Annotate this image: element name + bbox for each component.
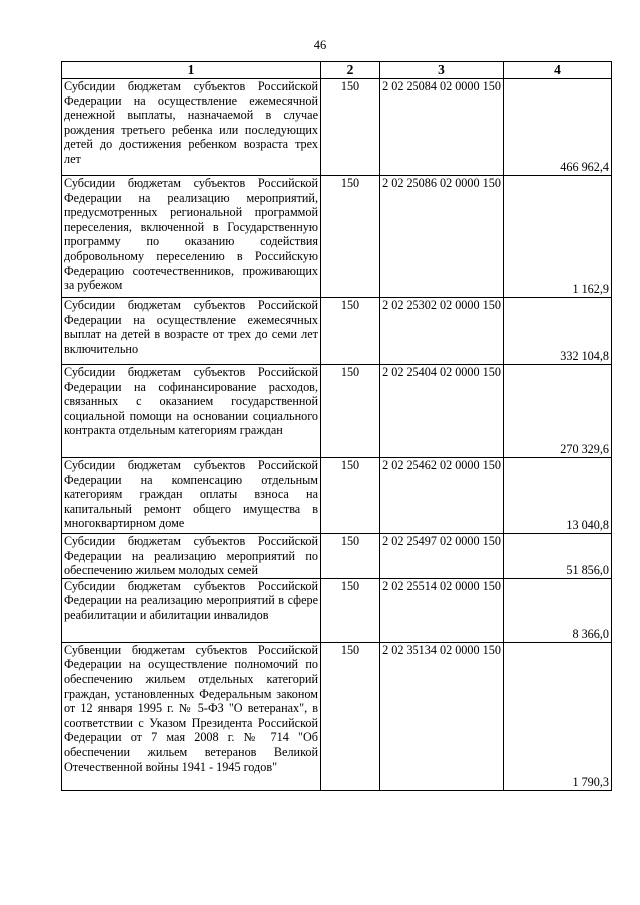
table-row bbox=[62, 365, 612, 458]
row-kbk: 2 02 25462 02 0000 150 bbox=[380, 458, 504, 534]
row-code: 150 bbox=[321, 365, 380, 458]
row-kbk: 2 02 25302 02 0000 150 bbox=[380, 298, 504, 365]
row-amount: 1 162,9 bbox=[504, 176, 612, 298]
row-kbk: 2 02 25514 02 0000 150 bbox=[380, 578, 504, 642]
table-row bbox=[62, 298, 612, 365]
row-name: Субсидии бюджетам субъектов Российской Федерации на софинансирование расходов, связанных с оказанием государственной социальной помощи на основании социального контракта отдельным категориям граждан bbox=[62, 365, 321, 458]
table-row bbox=[62, 534, 612, 579]
row-code: 150 bbox=[321, 298, 380, 365]
table-header-row bbox=[62, 62, 612, 79]
budget-revenue-table bbox=[61, 61, 612, 791]
row-code: 150 bbox=[321, 642, 380, 790]
column-header-4: 4 bbox=[504, 62, 612, 79]
table-row bbox=[62, 578, 612, 642]
table-row bbox=[62, 176, 612, 298]
row-amount: 51 856,0 bbox=[504, 534, 612, 579]
column-header-2: 2 bbox=[321, 62, 380, 79]
row-name: Субсидии бюджетам субъектов Российской Федерации на реализацию мероприятий по обеспечению жильем молодых семей bbox=[62, 534, 321, 579]
row-kbk: 2 02 25404 02 0000 150 bbox=[380, 365, 504, 458]
row-amount: 13 040,8 bbox=[504, 458, 612, 534]
row-name: Субсидии бюджетам субъектов Российской Федерации на реализацию мероприятий, предусмотренных региональной программой переселения, включенной в Государственную программу по оказанию содействия добровольному переселению в Российскую Федерацию соотечественников, проживающих за рубежом bbox=[62, 176, 321, 298]
row-code: 150 bbox=[321, 458, 380, 534]
row-name: Субсидии бюджетам субъектов Российской Федерации на осуществление ежемесячной денежной выплаты, назначаемой в случае рождения третьего ребенка или последующих детей до достижения ребенком возраста трех лет bbox=[62, 79, 321, 176]
row-amount: 466 962,4 bbox=[504, 79, 612, 176]
row-amount: 1 790,3 bbox=[504, 642, 612, 790]
row-kbk: 2 02 25084 02 0000 150 bbox=[380, 79, 504, 176]
row-name: Субсидии бюджетам субъектов Российской Федерации на компенсацию отдельным категориям граждан оплаты взноса на капитальный ремонт общего имущества в многоквартирном доме bbox=[62, 458, 321, 534]
table-row bbox=[62, 458, 612, 534]
table-row bbox=[62, 79, 612, 176]
row-kbk: 2 02 35134 02 0000 150 bbox=[380, 642, 504, 790]
column-header-3: 3 bbox=[380, 62, 504, 79]
table-row bbox=[62, 642, 612, 790]
row-code: 150 bbox=[321, 176, 380, 298]
row-name: Субвенции бюджетам субъектов Российской Федерации на осуществление полномочий по обеспечению жильем отдельных категорий граждан, установленных Федеральным законом от 12 января 1995 г. № 5-ФЗ "О ветеранах", в соответствии с Указом Президента Российской Федерации от 7 мая 2008 г. № 714 "Об обеспечении жильем ветеранов Великой Отечественной войны 1941 - 1945 годов" bbox=[62, 642, 321, 790]
row-kbk: 2 02 25086 02 0000 150 bbox=[380, 176, 504, 298]
page-number: 46 bbox=[313, 38, 327, 52]
row-code: 150 bbox=[321, 534, 380, 579]
row-amount: 8 366,0 bbox=[504, 578, 612, 642]
row-name: Субсидии бюджетам субъектов Российской Федерации на осуществление ежемесячных выплат на детей в возрасте от трех до семи лет включительно bbox=[62, 298, 321, 365]
column-header-1: 1 bbox=[62, 62, 321, 79]
row-amount: 270 329,6 bbox=[504, 365, 612, 458]
row-amount: 332 104,8 bbox=[504, 298, 612, 365]
row-code: 150 bbox=[321, 79, 380, 176]
row-code: 150 bbox=[321, 578, 380, 642]
row-name: Субсидии бюджетам субъектов Российской Федерации на реализацию мероприятий в сфере реабилитации и абилитации инвалидов bbox=[62, 578, 321, 642]
row-kbk: 2 02 25497 02 0000 150 bbox=[380, 534, 504, 579]
